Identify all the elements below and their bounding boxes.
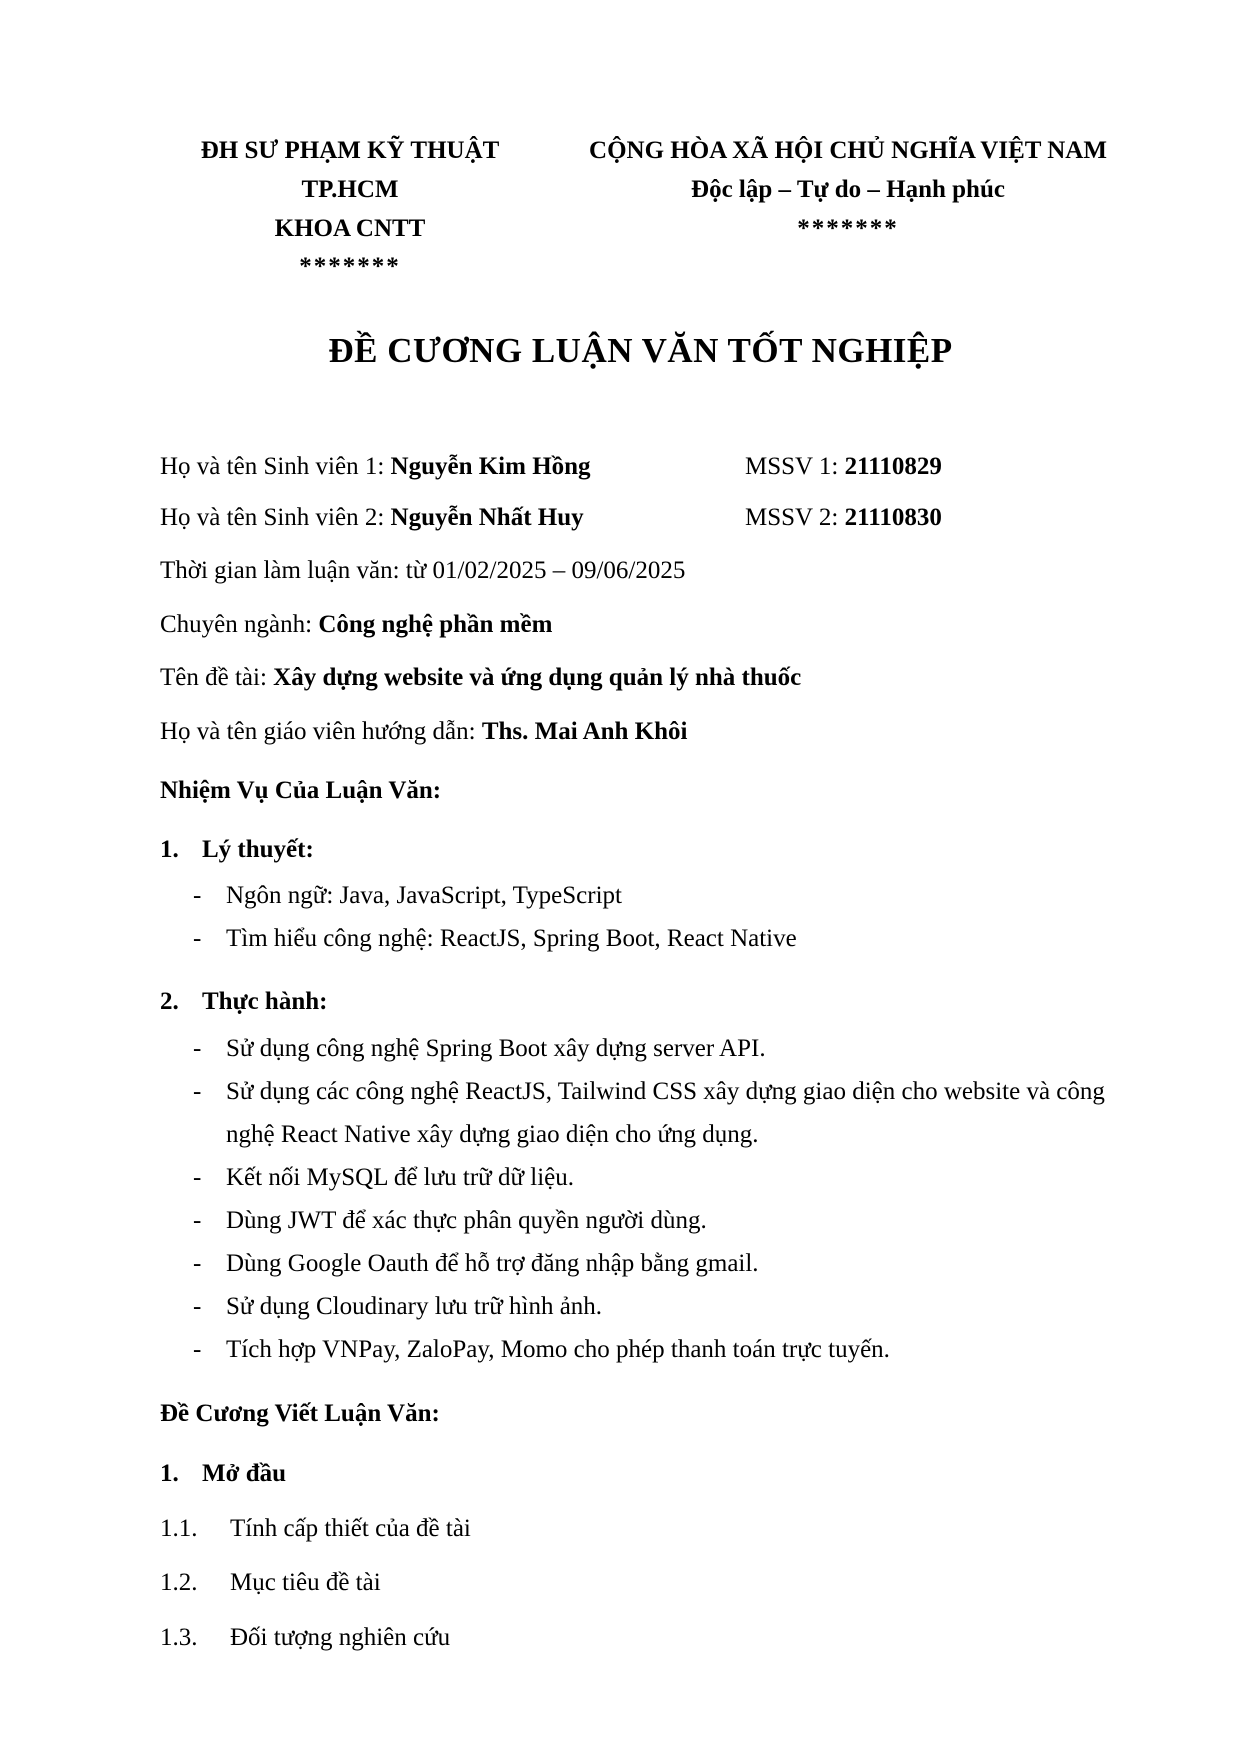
student-1-mssv-label: MSSV 1: [745,453,839,480]
subsection-text: Đối tượng nghiên cứu [230,1623,451,1651]
advisor-field [160,716,1121,749]
topic-value: Xây dựng website và ứng dụng quản lý nhà thuốc [273,664,802,691]
bullet-text: Sử dụng công nghệ Spring Boot xây dựng server API. [226,1034,766,1062]
bullet-text: Kết nối MySQL để lưu trữ dữ liệu. [226,1163,575,1191]
task-item-2-number: 2. [160,988,179,1015]
bullet-dash: - [193,1335,202,1363]
bullet-dash: - [193,882,202,909]
task-2-bullet-list [160,1027,1121,1371]
advisor-value: Ths. Mai Anh Khôi [481,717,688,745]
major-label: Chuyên ngành: [160,610,313,638]
list-item [160,1070,1121,1156]
subsection-number: 1.1. [160,1514,198,1542]
tasks-heading: Nhiệm Vụ Của Luận Văn: [160,777,442,804]
subsection-number: 1.3. [160,1623,198,1651]
student-info [160,451,1121,534]
outline-subsection [160,1567,1121,1600]
bullet-dash: - [193,1077,202,1105]
task-item-2 [160,986,1121,1019]
republic-title: CỘNG HÒA XÃ HỘI CHỦ NGHĨA VIỆT NAM [589,137,1107,164]
student-1-name: Nguyễn Kim Hồng [390,453,591,480]
bullet-text: Ngôn ngữ: Java, JavaScript, TypeScript [226,882,622,909]
list-item [160,1027,1121,1070]
student-1-mssv: 21110829 [844,453,942,480]
topic-field [160,662,1121,695]
list-item [160,1242,1121,1285]
task-item-1-number: 1. [160,835,179,863]
student-1-name-field [160,451,745,484]
header-right-republic [575,132,1121,248]
header-left-university [160,132,540,287]
task-item-1-heading: Lý thuyết: [202,835,314,863]
student-1-label: Họ và tên Sinh viên 1: [160,453,385,480]
bullet-text: Sử dụng các công nghệ ReactJS, Tailwind CSS xây dựng giao diện cho website và công nghệ React Native xây dựng giao diện cho ứng dụng. [226,1077,1105,1148]
bullet-text: Dùng Google Oauth để hỗ trợ đăng nhập bằng gmail. [226,1249,759,1277]
subsection-text: Mục tiêu đề tài [230,1569,381,1596]
outline-section-1 [160,1458,1121,1491]
thesis-duration: Thời gian làm luận văn: từ 01/02/2025 – 09/06/2025 [160,557,686,584]
student-2-mssv-label: MSSV 2: [745,503,839,531]
bullet-dash: - [193,1034,202,1062]
student-2-id-field [745,502,1121,535]
student-2-name-field [160,502,745,535]
task-1-bullet-list [160,874,1121,960]
student-row-1 [160,451,1121,484]
header-left-stars: ******* [299,253,401,281]
topic-label: Tên đề tài: [160,664,267,691]
faculty-name: KHOA CNTT [274,214,426,242]
student-2-name: Nguyễn Nhất Huy [390,503,584,531]
republic-motto: Độc lập – Tự do – Hạnh phúc [691,175,1005,203]
major-value: Công nghệ phần mềm [318,610,553,638]
student-row-2 [160,502,1121,535]
advisor-label: Họ và tên giáo viên hướng dẫn: [160,717,476,745]
outline-subsection [160,1513,1121,1546]
outline-section-1-heading: Mở đầu [202,1460,286,1487]
task-item-2-heading: Thực hành: [202,988,328,1015]
bullet-dash: - [193,1292,202,1320]
bullet-text: Tìm hiểu công nghệ: ReactJS, Spring Boot, React Native [226,925,797,952]
list-item [160,917,1121,960]
document-header [160,132,1121,287]
subsection-text: Tính cấp thiết của đề tài [230,1514,471,1542]
bullet-dash: - [193,1249,202,1277]
bullet-dash: - [193,1206,202,1234]
student-2-mssv: 21110830 [844,503,942,531]
header-right-stars: ******* [797,214,899,242]
student-1-id-field [745,451,1121,484]
bullet-text: Dùng JWT để xác thực phân quyền người dùng. [226,1206,707,1234]
student-2-label: Họ và tên Sinh viên 2: [160,503,385,531]
bullet-dash: - [193,925,202,952]
list-item [160,1156,1121,1199]
university-name: ĐH SƯ PHẠM KỸ THUẬT TP.HCM [200,137,500,203]
list-item [160,1199,1121,1242]
bullet-text: Sử dụng Cloudinary lưu trữ hình ảnh. [226,1292,603,1320]
page-title: ĐỀ CƯƠNG LUẬN VĂN TỐT NGHIỆP [328,331,953,370]
subsection-number: 1.2. [160,1569,198,1596]
outline-heading: Đề Cương Viết Luận Văn: [160,1399,440,1427]
list-item [160,1285,1121,1328]
bullet-dash: - [193,1163,202,1191]
bullet-text: Tích hợp VNPay, ZaloPay, Momo cho phép thanh toán trực tuyến. [226,1335,890,1363]
outline-subsection [160,1622,1121,1655]
list-item [160,1328,1121,1371]
task-item-1 [160,834,1121,867]
outline-section-1-number: 1. [160,1460,179,1487]
major-field [160,609,1121,642]
list-item [160,874,1121,917]
